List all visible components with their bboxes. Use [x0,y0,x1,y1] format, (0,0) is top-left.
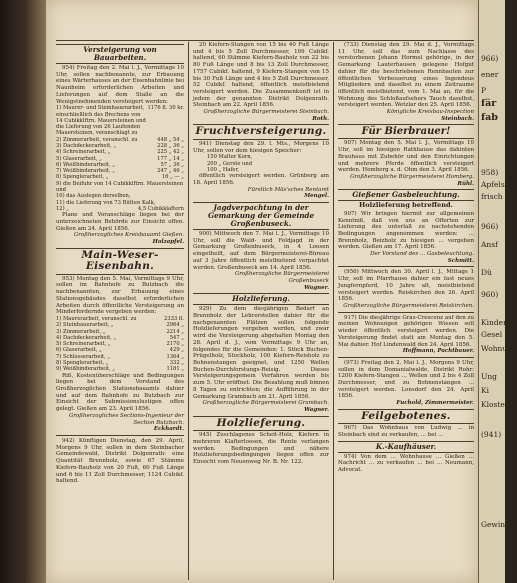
adjacent-page-edge [478,0,517,583]
column-2 [193,42,329,580]
list-item-value: 1181 „ [166,366,184,373]
separator [338,357,474,358]
ad-text: 945) Zuschlagenes Scheit-Holz, Kiefern in mehreren Klafterloosen, die Rente verlangen werden. Bedingungen und nähere Holzlieferungsbedingungen liegen offen zur Einsicht vom Neuenweg Nr. B. Nr. 122. [193,432,329,465]
list-item-value: 429 „ [169,347,184,354]
ad-text: Riß, Kostenüberschläge und Bedingungen liegen bei dem Vorstand des Großherzoglichen Stationsbauamts dahier und auf dem Bahnhofe zu Butzbach zur Einsicht der Submissionslustigen offen gelegt. Gießen am 23. April 1856. [56,372,184,413]
ad-text: öffentlich versteigert werden. Grünberg am 18. April 1856. [193,173,329,186]
signature-name: Fuchold, Zimmermeister. [396,400,474,407]
list-item-value: 2333 fl. [164,316,184,322]
list-item-label: 4) Schreinerarbeit, „ [56,149,111,156]
list-item-value: 332 „ [169,360,184,367]
adjacent-page-fragment: fär [481,98,497,109]
signature-name: Mengel. [304,193,329,200]
adjacent-page-fragment: 966) [481,54,499,63]
ad-text: 967) Das Wohnhaus von Ludwig ... in Steinbach sind zu verkaufen, ... bei ... [338,425,474,439]
list-item-label: 4) Dachdeckerarbeit, „ [56,334,117,341]
ad-heading-gas: Gießener Gasbeleuchtung. [338,189,474,201]
list-item-value: 247 „ 46 „ [157,168,184,175]
ad-heading-kaufhaeuser: K.-Kaufhäuser. [338,441,474,453]
grain-list [193,154,329,173]
list-item-value: 2170 „ [166,341,184,348]
adjacent-page-fragment: ener [481,70,499,79]
work-list [56,316,184,373]
ad-text: 917) Die diesjährige Gras-Crescenz auf den zu meinen Wohnungen gehörigen Wiesen soll wieder öffentlich versteigert werden. Die Versteigerung findet statt am Montag den 5. Mai dahier. Hof Lindenwald den 24. April 1856. [338,314,474,348]
signature: Großherzogliche Bürgermeisterei Grambach. [202,400,329,407]
adjacent-page-fragment: Ansf [481,240,498,249]
list-item-label: 6) Glaserarbeit, „ [56,347,102,354]
signature-name: Roth. [312,115,329,122]
list-item-label: 5) Glaserarbeit, „ [56,155,102,162]
adjacent-page-fragment: Kloster [481,400,509,409]
ad-text: Plane und Voranschläge liegen bei der unterzeichneten Behörde zur Einsicht offen. Gießen am 24. April 1856. [56,212,184,232]
adjacent-page-fragment: 960) [481,290,499,299]
separator [338,312,474,313]
ad-heading-bauarbeiten: Versteigerung von Bauarbeiten. [56,44,184,64]
ad-heading-holzlieferung: Holzlieferung. [193,416,329,432]
signature: Großherzogliches Kreisbauamt Gießen. [73,232,184,239]
signature: Königliche Kreisbau-Inspection [386,109,474,116]
adjacent-page-fragment: P [481,86,487,95]
list-item-value: 16 „ — „ [161,174,184,181]
ad-heading-feilgebotenes: Feilgebotenes. [338,409,474,425]
list-item-label: 100 „ Hafer, [207,166,240,173]
adjacent-page-fragment: fab [481,112,498,123]
ad-text: (956) Mittwoch den 30. April l. J., Mittags 1 Uhr, soll im Pfarrhause dahier ein fast neues Jungfernpferd, 10 Jahre alt, meistbietend versteigert werden. Reiskirchen den 26. April 1856. [338,269,474,303]
ad-text: 974) Von dem ... Wohnhause ... Gießen ... Nachricht ... zu verkaufen ... bei ... Neumann, Advocat. [338,453,474,474]
signature-name: Wagner. [304,284,329,291]
list-item-value: 1364 „ [166,353,184,360]
ad-heading-holz: Holzlieferung. [193,293,329,305]
list-item-label: 11) die Lieferung von 73 Bütten Kalk, [56,199,156,206]
signature: Großherzogliche Bürgermeisterei Homberg. [350,173,474,180]
list-item-label: 6) Weißbinderarbeit, „ [56,161,115,168]
list-item-label: 10) das Auslegen derselben, [56,193,131,200]
list-item [56,105,184,136]
ad-text: 929) Zu dem diesjährigen Bedarf an Brennholz der Lehrerstellen dahier für die nachgenannten Plätzen sollen folgende Holzlieferungen vergeben werden, und zwar wird die Versteigerung abgehalten Montag den 28. April d. J., vom Vormittags 9 Uhr an, folgendes für die Gemeinden: 1. Stück Buchen-Prügelholz, Stockholz, 100 Kiefern-Reisholz zu Bohnenstangen geeignet, und 1250 Wellen Buchen-Durchforstungs-Reisig. Dieses Versteigerungsgemein Verfahren werden bis zum 5. Uhr eröffnet. Die Bezahlung muß binnen 8 Tagen zu entrichten; die Aufführung in der Gemarkung Grambach am 21. April 1856. [193,306,329,400]
signature-name: Wagner. [304,406,329,413]
list-item-label: 2) Zimmerarbeit, veranschl. zu [56,136,138,143]
work-list [56,105,184,212]
ad-heading-frucht: Fruchtversteigerung. [193,124,329,140]
list-item-value: 2214 „ [166,328,184,335]
ad-text: 907) Montag den 5. Mai l. J., Vormittags 10 Uhr, soll im hiesigen Rathhause das dahinten Brauhaus mit Zubehör und den Einrichtungen und mehrere Pferde öffentlich versteigert werden. Homberg a. d. Ohm den 3. April 1856. [338,140,474,174]
ad-heading-bierbrauer: Für Bierbrauer! [338,124,474,139]
signature-name: Steinbach. [441,115,474,122]
ad-heading-jagd: Jagdverpachtung in der Gemarkung der Gemeinde Großenbuseck. [193,202,329,230]
signature-name: Schmitt. [447,257,474,264]
newspaper-page [46,0,478,583]
adjacent-page-fragment: Gewinn [481,520,510,529]
adjacent-page-fragment: 966) [481,222,499,231]
list-item-label: 8) Spenglerarbeit, „ [56,174,109,181]
signature: Großherzogliche Bürgermeisterei Reiskirchen. [343,303,474,309]
ad-text: 953) Montag den 5. Mai, Vormittags 9 Uhr, sollen im Bahnhofe zu Butzbach die nachbenannten, zur Erbauung eines Stationsgebäudes daselbst erforderlichen Arbeiten durch öffentliche Versteigerung an Minderfordernde vergeben werden: [56,275,184,316]
page-header-rule [56,0,474,41]
list-item-label: 150 Malter Korn, [207,154,253,161]
separator [338,266,474,267]
ad-text: 941) Dienstag den 29. l. Mts., Morgens 10 Uhr, sollen vor dem hiesigen Speicher: [193,140,329,154]
ad-text: 900) Mittwoch den 7. Mai l. J., Vormittags 10 Uhr, soll die Wald- und Feldjagd in der Gemarkung Großenbuseck, in 4 Loosen eingetheilt, auf dem Bürgermeisterei-Büreau auf 3 Jahre öffentlich meistbietend verpachtet werden. Großenbuseck am 14. April 1856. [193,231,329,271]
list-item-label: 7) Schlosserarbeit, „ [56,353,111,360]
list-item-label: 8) Spenglerarbeit, „ [56,360,109,367]
list-item-value: 228 „ 36 „ [157,143,184,149]
list-item-value: 225 „ 42 „ [157,149,184,156]
list-item-label: 7) Weißbinderarbeit, „ [56,168,115,175]
list-item-label: 9) Weißbinderarbeit, „ [56,366,115,373]
adjacent-page-fragment: Wohnung [481,344,517,353]
list-item-label: 3) Dachdeckerarbeit, „ [56,143,117,149]
list-item-label: 3) Zimmerarbeit, „ [56,328,106,335]
list-item-label: 2) Steinhauerarbeit, „ [56,322,114,329]
list-item-label: 12) „ [56,205,69,212]
list-item-value: 177 „ 14 „ [157,155,184,162]
signature-name: Holzapfel. [152,239,184,246]
adjacent-page-fragment: Gesel [481,330,503,339]
separator [56,435,184,436]
list-item-value: 448 „ 54 „ [157,136,184,143]
book-spine [0,0,46,583]
column-rule [333,42,334,580]
column-rule [188,42,189,580]
adjacent-page-fragment: 958) [481,168,499,177]
signature: Fürstlich Mäs'sches Rentamt [247,186,329,193]
ad-text: 907) Wir bringen hiermit zur allgemeinen Kenntniß, daß von uns an Offerten zur Lieferung des unterlaß zu nachstehenden Bedingungen angenommen werden: ... Brennholz, Beizholz zu hiesigen ... vergeben werden. Gießen am 17. April 1856. [338,210,474,251]
ad-text: 20 Kiefern-Stangen von 15 bis 40 Fuß Länge und 4 bis 5 Zoll Durchmesser, 109 Cubikf. haltend, 60 Stämme Kiefern-Bauholz von 22 bis 80 Fuß Länge und 8 bis 13 Zoll Durchmesser, 1757 Cubikf. haltend, 9 Kiefern-Stangen von 15 bis 30 Fuß Länge und 4 bis 5 Zoll Durchmesser, 52 Cubikf. haltend, öffentlich meistbietend versteigert werden. Die Zusammenkunft ist in jedem der genannten Distrikt Dolgenrath. Steinbach am 22. April 1856. [193,42,329,109]
list-item-value: 4,5 Cubikklaftern [137,205,184,212]
adjacent-page-fragment: Ki [481,386,490,395]
signature: Großherzogliche Bürgermeisterei Steinbach. [203,109,329,116]
list-item-value: 57 „ 36 „ [160,161,184,168]
signature-name: Rühl. [457,180,474,187]
adjacent-page-fragment: frisch [481,192,503,201]
list-item-value: 2964 „ [166,322,184,329]
ad-heading-eisenbahn: Main-Weser-Eisenbahn. [56,248,184,275]
adjacent-page-fragment: (941) [481,430,502,439]
adjacent-page-fragment: Kinder [481,318,507,327]
list-item [56,181,184,194]
adjacent-page-fragment: Dü [481,268,492,277]
list-item-label: 1) Maurerarbeit, veranschl. zu [56,316,137,322]
adjacent-page-fragment: Apfelsi [481,180,508,189]
signature: Großherzogliches Sections-Ingenieur der Section Butzbach. [68,412,184,426]
column-3 [338,42,474,580]
list-item-label: 5) Schreinerarbeit, „ [56,341,111,348]
adjacent-page-fragment: Ung [481,372,497,381]
list-item-label: 200 „ Gerste und [207,160,253,167]
list-item-label: 9) die Beifuhr von 14 Cubikklftrn. Mauersteinen und [56,180,184,194]
ad-subheading: Holzlieferung betreffend. [359,201,453,210]
ad-text: (973) Freitag den 2. Mai l. J., Morgens 9 Uhr, sollen in dem Domanialwalde, Distrikt Rohr: 1200 Kiefern-Stangen ... Wellen und 2 bis 4 Zoll Durchmesser, und zu Bohnenstangen ... versteigert werden. Lonsdorf den 24. April 1856. [338,359,474,400]
column-1 [56,42,184,580]
signature-name: Hoffmann, Pachtbauer. [402,348,474,355]
signature: Großherzogliche Bürgermeisterei Großenbuseck [234,271,329,284]
list-item-label: 1) Maurer- und Steinhauerarbeit, einschließlich des Brechens von 14 Cubikklftrn. Mauersteinen und die Lieferung von 26 Laufenden Mauersteinen, veranschlagt zu [56,105,146,137]
signature-name: Eckhardt. [153,426,184,433]
ad-text: (733) Dienstag den 29. Mai d. J., Vormittags 11 Uhr, soll das zum Nachlasse des verstorbenen Johann Hormel gehörige, in der Gemarkung Lauterhausen gelegene Hofgut dahier für die beschriebenen Rennbauten zur öffentlichen Verbesserung eines Ingendeus Mitgliedern und daselbst zu einem Zeitraume öffentlich meistbietend, vom 1. Mai an, für die Wohnung des Schloßaufsehers Tauch daselbst, versteigert werden. Wetzlar den 25. April 1856. [338,42,474,109]
ad-text: 942) Künftigen Dienstag, den 29. April, Morgens 9 Uhr, sollen in dem Steinbacher Gemeindewald, Distrikt Dolgenrath: eine Quantität Brennholz, sowie 67 Stämme Kiefern-Bauholz von 20 Fuß, 60 Fuß Länge und 6 bis 11 Zoll Durchmesser, 1124 Cubikf. haltend. [56,438,184,485]
ad-text: 954) Freitag den 2. Mai l. J., Vormittags 10 Uhr, sollen nachbenannte, zur Erbauung eines Wärterhauses an der Eisenbahnlinie bei Naunheim erforderlichen Arbeiten und Lieferungen auf dem Stalle an die Wenigstnehmenden versteigert werden: [56,65,184,105]
list-item-value: 1176 fl. 30 kr. [147,105,184,112]
signature: Der Vorstand des ... Gasbeleuchtung. [370,251,474,258]
list-item-value: 547 „ [169,334,184,341]
